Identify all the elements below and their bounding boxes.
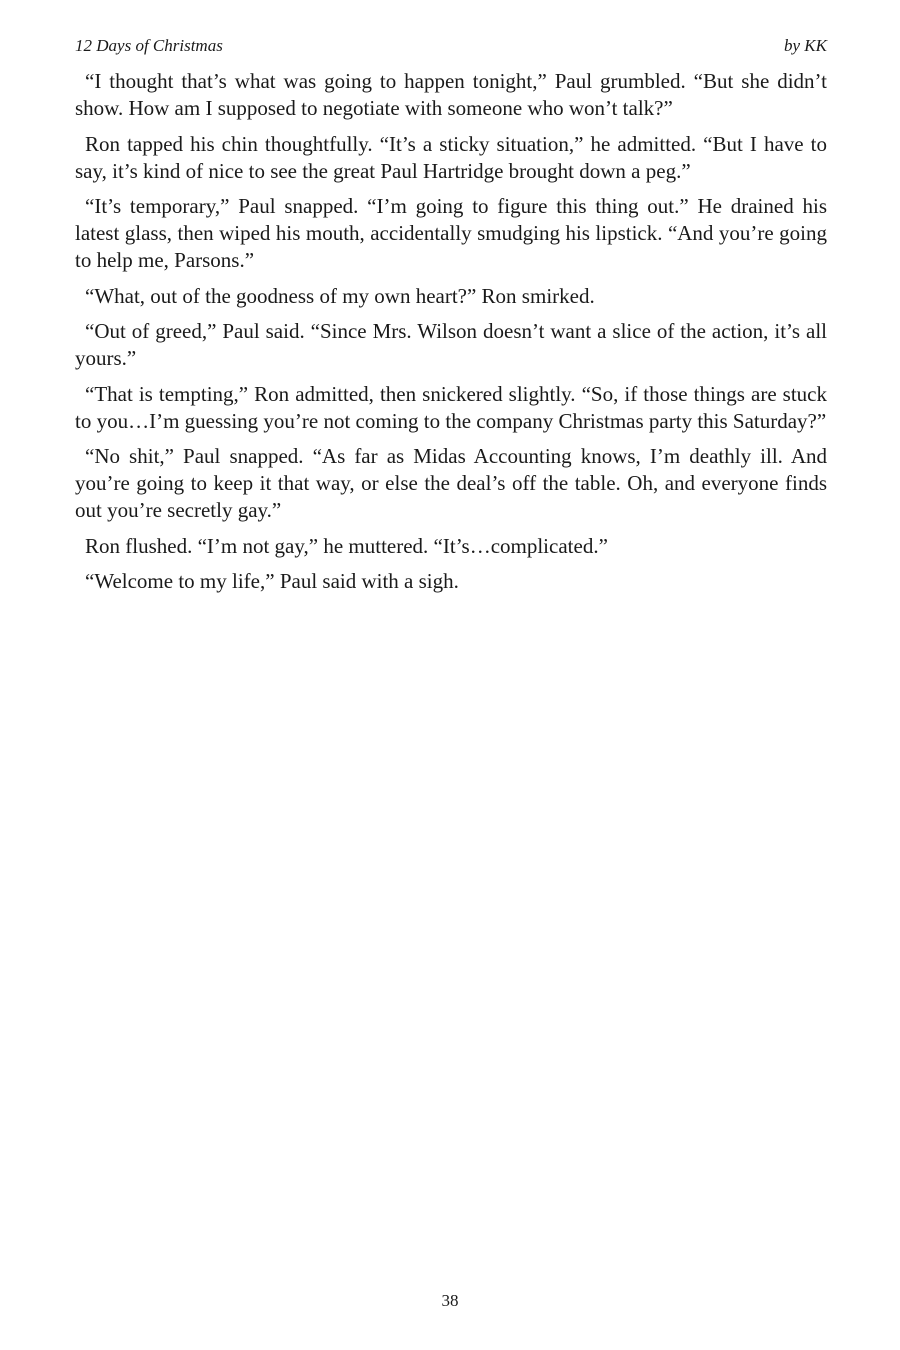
running-header: [75, 36, 827, 56]
paragraph: “I thought that’s what was going to happen tonight,” Paul grumbled. “But she didn’t show. How am I supposed to negotiate with someone who won’t talk?”: [75, 69, 827, 120]
author-name: by KK: [784, 36, 827, 55]
page-number: 38: [441, 1291, 459, 1310]
book-title: 12 Days of Christmas: [75, 36, 223, 55]
paragraph: “No shit,” Paul snapped. “As far as Midas Accounting knows, I’m deathly ill. And you’re going to keep it that way, or else the deal’s off the table. Oh, and everyone finds out you’re secretly gay.”: [75, 444, 827, 522]
paragraph: “What, out of the goodness of my own heart?” Ron smirked.: [85, 283, 595, 308]
paragraph: “That is tempting,” Ron admitted, then snickered slightly. “So, if those things are stuck to you…I’m guessing you’re not coming to the company Christmas party this Saturday?”: [75, 381, 827, 433]
paragraph: Ron flushed. “I’m not gay,” he muttered. “It’s…complicated.”: [85, 533, 608, 558]
paragraph: Ron tapped his chin thoughtfully. “It’s a sticky situation,” he admitted. “But I have to say, it’s kind of nice to see the great Paul Hartridge brought down a peg.”: [75, 131, 827, 183]
body-text: [75, 68, 827, 604]
paragraph: “It’s temporary,” Paul snapped. “I’m going to figure this thing out.” He drained his latest glass, then wiped his mouth, accidentally smudging his lipstick. “And you’re going to help me, Parsons.”: [75, 194, 827, 272]
paragraph: “Out of greed,” Paul said. “Since Mrs. Wilson doesn’t want a slice of the action, it’s all yours.”: [75, 319, 827, 370]
paragraph: “Welcome to my life,” Paul said with a sigh.: [85, 569, 459, 593]
